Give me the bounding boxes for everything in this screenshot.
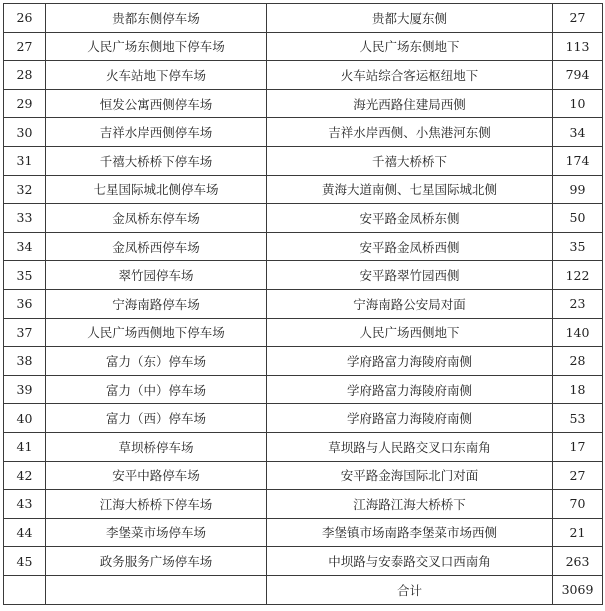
row-number: 40 xyxy=(4,404,46,433)
row-number: 33 xyxy=(4,204,46,233)
parking-space-count: 263 xyxy=(553,547,603,576)
parking-lot-location: 人民广场东侧地下 xyxy=(267,32,553,61)
parking-lot-name: 贵都东侧停车场 xyxy=(46,4,267,33)
row-number: 42 xyxy=(4,461,46,490)
parking-lot-name: 金凤桥西停车场 xyxy=(46,232,267,261)
table-row xyxy=(4,118,603,147)
parking-lot-location: 李堡镇市场南路李堡菜市场西侧 xyxy=(267,518,553,547)
parking-lot-location: 海光西路住建局西侧 xyxy=(267,89,553,118)
parking-lot-location: 安平路金海国际北门对面 xyxy=(267,461,553,490)
row-number: 41 xyxy=(4,432,46,461)
parking-lot-location: 中坝路与安泰路交叉口西南角 xyxy=(267,547,553,576)
parking-space-count: 35 xyxy=(553,232,603,261)
table-row xyxy=(4,89,603,118)
parking-space-count: 53 xyxy=(553,404,603,433)
parking-space-count: 27 xyxy=(553,461,603,490)
row-number: 27 xyxy=(4,32,46,61)
parking-space-count: 99 xyxy=(553,175,603,204)
table-row xyxy=(4,289,603,318)
table-row xyxy=(4,404,603,433)
table-row xyxy=(4,232,603,261)
parking-lot-location: 贵都大厦东侧 xyxy=(267,4,553,33)
parking-lot-location: 千禧大桥桥下 xyxy=(267,146,553,175)
row-number: 38 xyxy=(4,347,46,376)
parking-lot-name: 宁海南路停车场 xyxy=(46,289,267,318)
row-number: 36 xyxy=(4,289,46,318)
table-row xyxy=(4,175,603,204)
parking-space-count: 34 xyxy=(553,118,603,147)
table-row xyxy=(4,261,603,290)
parking-space-count: 113 xyxy=(553,32,603,61)
parking-lot-location: 黄海大道南侧、七星国际城北侧 xyxy=(267,175,553,204)
total-row xyxy=(4,575,603,604)
parking-lot-name: 千禧大桥桥下停车场 xyxy=(46,146,267,175)
table-body xyxy=(4,4,603,605)
parking-lot-location: 吉祥水岸西侧、小焦港河东侧 xyxy=(267,118,553,147)
parking-lot-name: 富力（东）停车场 xyxy=(46,347,267,376)
parking-lot-location: 江海路江海大桥桥下 xyxy=(267,490,553,519)
table-row xyxy=(4,547,603,576)
parking-lot-name: 富力（西）停车场 xyxy=(46,404,267,433)
parking-lot-location: 安平路翠竹园西侧 xyxy=(267,261,553,290)
parking-lot-name: 政务服务广场停车场 xyxy=(46,547,267,576)
table-row xyxy=(4,461,603,490)
parking-lot-name: 火车站地下停车场 xyxy=(46,61,267,90)
total-empty-cell xyxy=(46,575,267,604)
row-number: 37 xyxy=(4,318,46,347)
parking-lot-name: 金凤桥东停车场 xyxy=(46,204,267,233)
parking-space-count: 17 xyxy=(553,432,603,461)
parking-space-count: 70 xyxy=(553,490,603,519)
row-number: 32 xyxy=(4,175,46,204)
table-row xyxy=(4,204,603,233)
table-row xyxy=(4,146,603,175)
total-label: 合计 xyxy=(267,575,553,604)
parking-lot-name: 翠竹园停车场 xyxy=(46,261,267,290)
parking-space-count: 21 xyxy=(553,518,603,547)
parking-space-count: 27 xyxy=(553,4,603,33)
parking-lot-location: 安平路金凤桥西侧 xyxy=(267,232,553,261)
row-number: 34 xyxy=(4,232,46,261)
total-count: 3069 xyxy=(553,575,603,604)
parking-lot-name: 人民广场东侧地下停车场 xyxy=(46,32,267,61)
parking-space-count: 10 xyxy=(553,89,603,118)
parking-lot-table xyxy=(3,3,603,605)
parking-lot-name: 人民广场西侧地下停车场 xyxy=(46,318,267,347)
parking-lot-name: 江海大桥桥下停车场 xyxy=(46,490,267,519)
row-number: 26 xyxy=(4,4,46,33)
parking-lot-location: 学府路富力海陵府南侧 xyxy=(267,375,553,404)
parking-space-count: 28 xyxy=(553,347,603,376)
parking-space-count: 122 xyxy=(553,261,603,290)
table-row xyxy=(4,347,603,376)
row-number: 45 xyxy=(4,547,46,576)
row-number: 29 xyxy=(4,89,46,118)
table-row xyxy=(4,432,603,461)
table-row xyxy=(4,318,603,347)
parking-lot-location: 草坝路与人民路交叉口东南角 xyxy=(267,432,553,461)
parking-lot-name: 李堡菜市场停车场 xyxy=(46,518,267,547)
parking-lot-name: 安平中路停车场 xyxy=(46,461,267,490)
row-number: 39 xyxy=(4,375,46,404)
parking-lot-name: 吉祥水岸西侧停车场 xyxy=(46,118,267,147)
parking-space-count: 50 xyxy=(553,204,603,233)
parking-lot-location: 人民广场西侧地下 xyxy=(267,318,553,347)
parking-lot-location: 学府路富力海陵府南侧 xyxy=(267,404,553,433)
parking-lot-name: 草坝桥停车场 xyxy=(46,432,267,461)
row-number: 30 xyxy=(4,118,46,147)
row-number: 43 xyxy=(4,490,46,519)
parking-space-count: 23 xyxy=(553,289,603,318)
parking-lot-location: 安平路金凤桥东侧 xyxy=(267,204,553,233)
parking-space-count: 174 xyxy=(553,146,603,175)
parking-lot-location: 宁海南路公安局对面 xyxy=(267,289,553,318)
table-row xyxy=(4,490,603,519)
table-row xyxy=(4,4,603,33)
total-empty-cell xyxy=(4,575,46,604)
table-row xyxy=(4,375,603,404)
row-number: 31 xyxy=(4,146,46,175)
row-number: 28 xyxy=(4,61,46,90)
parking-lot-name: 七星国际城北侧停车场 xyxy=(46,175,267,204)
table-row xyxy=(4,518,603,547)
table-row xyxy=(4,61,603,90)
parking-space-count: 140 xyxy=(553,318,603,347)
parking-space-count: 18 xyxy=(553,375,603,404)
parking-lot-location: 学府路富力海陵府南侧 xyxy=(267,347,553,376)
row-number: 35 xyxy=(4,261,46,290)
parking-lot-name: 恒发公寓西侧停车场 xyxy=(46,89,267,118)
parking-lot-location: 火车站综合客运枢纽地下 xyxy=(267,61,553,90)
parking-space-count: 794 xyxy=(553,61,603,90)
table-row xyxy=(4,32,603,61)
row-number: 44 xyxy=(4,518,46,547)
parking-lot-name: 富力（中）停车场 xyxy=(46,375,267,404)
